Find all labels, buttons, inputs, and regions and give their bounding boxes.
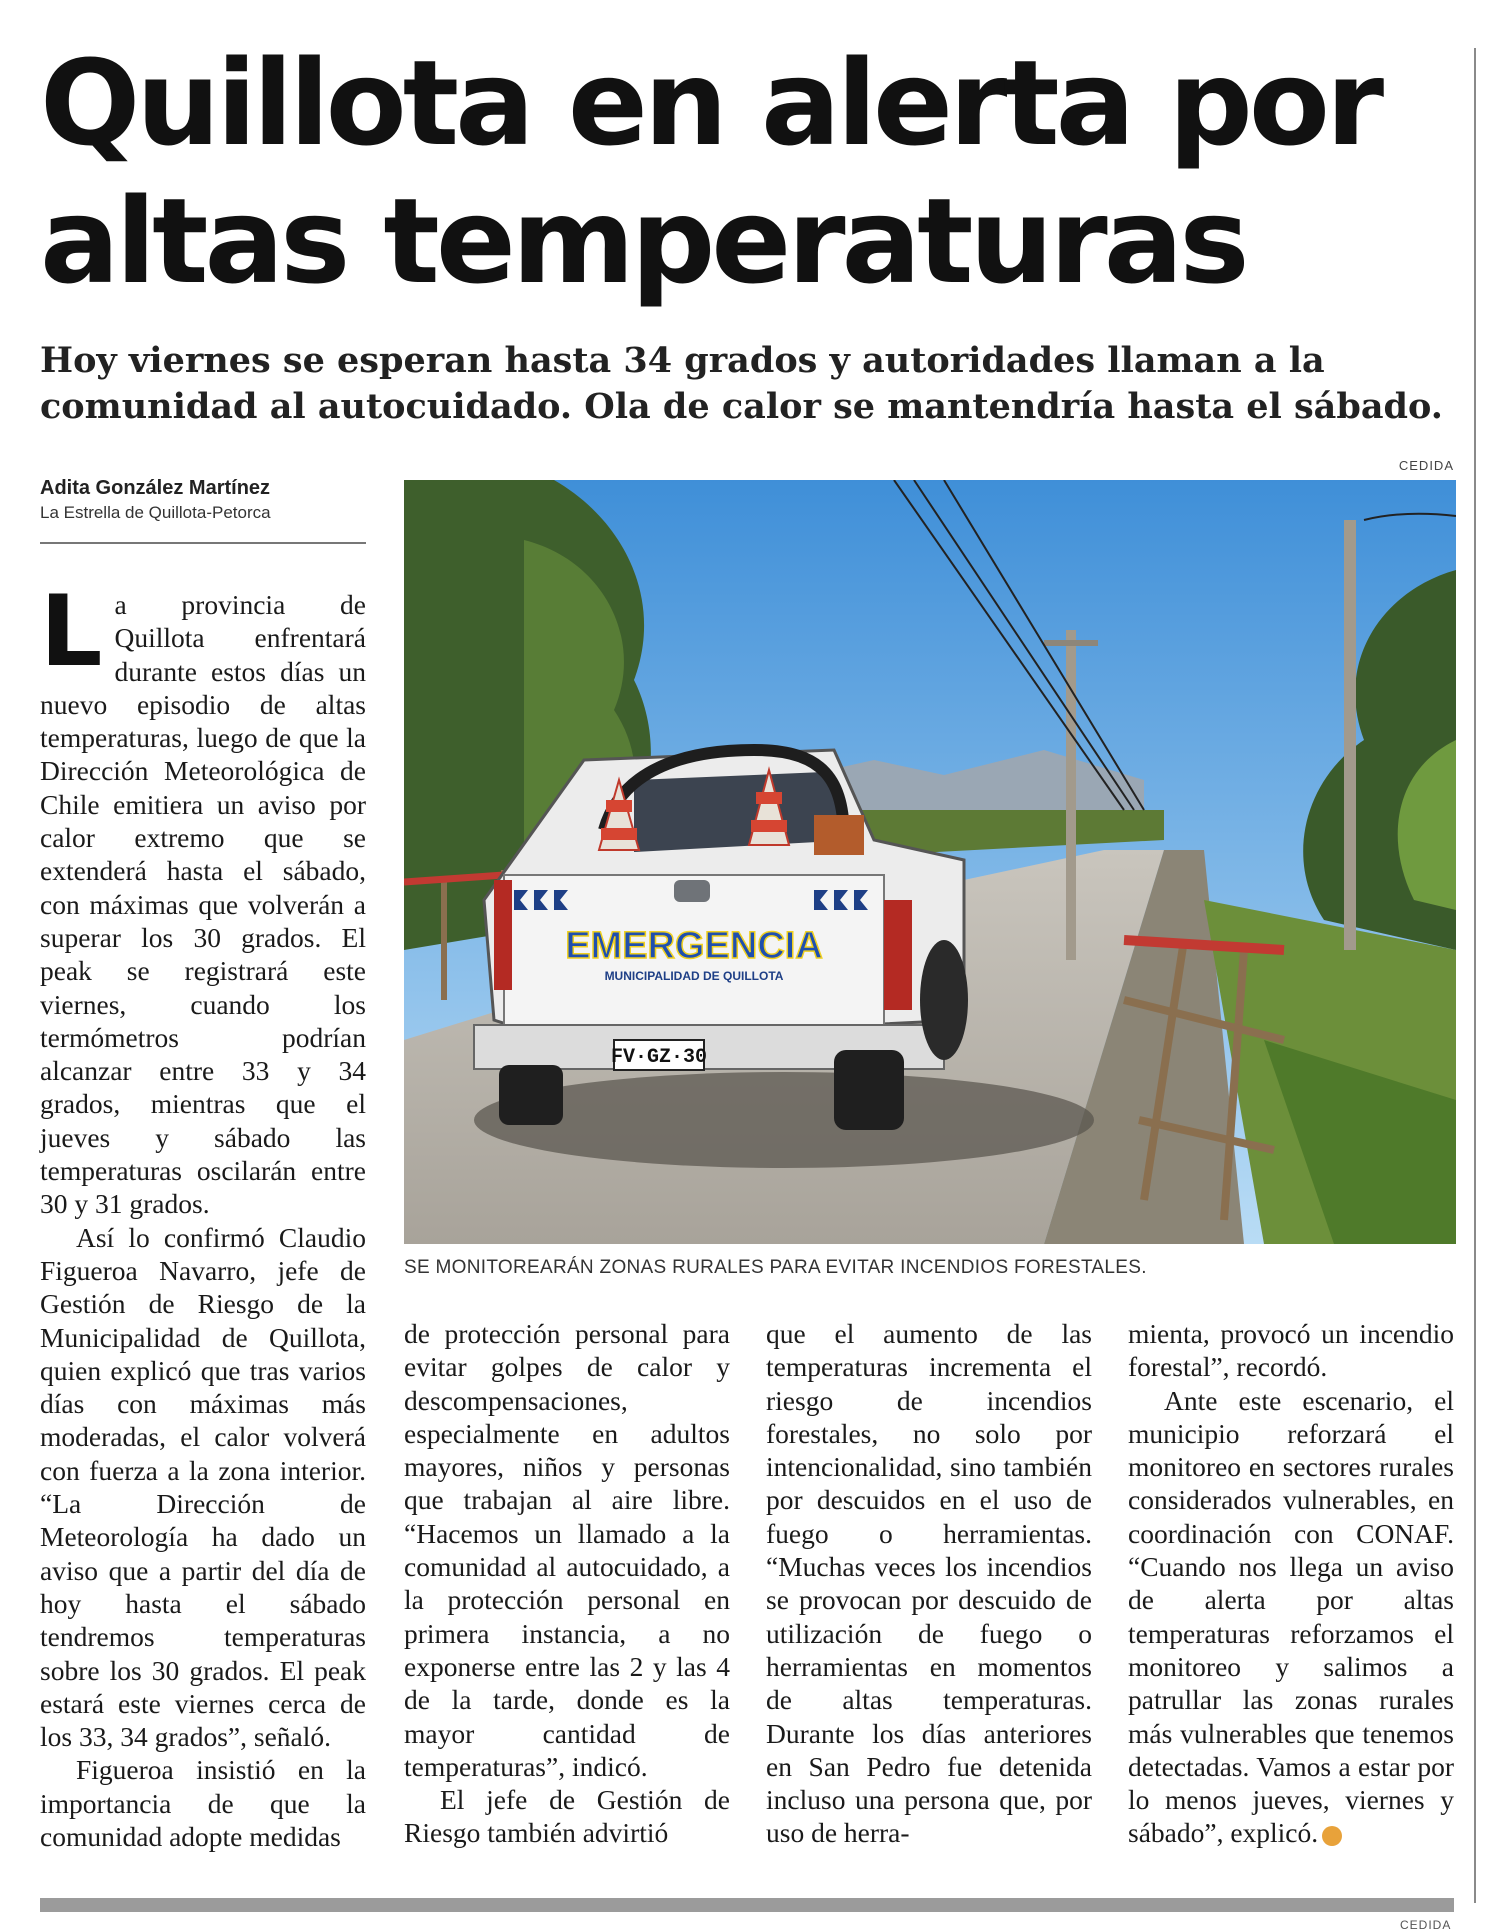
body-paragraph: El jefe de Gestión de Riesgo también advirtió bbox=[404, 1784, 730, 1849]
truck-plate-text: FV·GZ·30 bbox=[610, 1046, 708, 1069]
photo-caption: SE MONITOREARÁN ZONAS RURALES PARA EVITAR INCENDIOS FORESTALES. bbox=[404, 1257, 1147, 1278]
body-paragraph: que el aumento de las temperaturas incrementa el riesgo de incendios forestales, no solo por intencionalidad, sino también por descuidos en el uso de fuego o herramientas. “Muchas veces los incendios se provocan por descuido de utilización de fuego o herramientas en momentos de altas temperaturas. Durante los días anteriores en San Pedro fue detenida incluso una persona que, por uso de herra- bbox=[766, 1318, 1092, 1849]
byline bbox=[40, 475, 366, 525]
end-mark-icon bbox=[1322, 1826, 1342, 1846]
body-column-3 bbox=[766, 1317, 1092, 1850]
byline-divider bbox=[40, 542, 366, 544]
drop-cap: L bbox=[40, 575, 103, 689]
body-column-4 bbox=[1128, 1317, 1454, 1850]
truck-municipality-text: MUNICIPALIDAD DE QUILLOTA bbox=[604, 969, 784, 983]
subheadline: Hoy viernes se esperan hasta 34 grados y autoridades llaman a la comunidad al autocuidado. Ola de calor se mantendría hasta el sábado. bbox=[40, 340, 1443, 427]
column-divider bbox=[1474, 48, 1476, 1903]
bottom-photo-credit: CEDIDA bbox=[1400, 1918, 1452, 1932]
author-name: Adita González Martínez bbox=[40, 477, 271, 499]
body-paragraph: de protección personal para evitar golpes de calor y descompensaciones, especialmente en adultos mayores, niños y personas que trabajan al aire libre. “Hacemos un llamado a la comunidad al autocuidado, a la protección personal en primera instancia, a no exponerse entre las 2 y las 4 de la tarde, donde es la mayor cantidad de temperaturas”, indicó. bbox=[404, 1318, 730, 1782]
body-paragraph: Figueroa insistió en la importancia de que la comunidad adopte medidas bbox=[40, 1754, 366, 1852]
page-bottom-rule bbox=[40, 1898, 1454, 1912]
body-column-2 bbox=[404, 1317, 730, 1850]
paragraph-text: Ante este escenario, el municipio reforzará el monitoreo en sectores rurales considerados vulnerables, en coordinación con CONAF. “Cuando nos llega un aviso de alerta por altas temperaturas reforzamos el monitoreo y salimos a patrullar las zonas rurales más vulnerables que tenemos detectadas. Vamos a estar por lo menos jueves, viernes y sábado”, explicó. bbox=[1128, 1384, 1454, 1849]
outlet-name: La Estrella de Quillota-Petorca bbox=[40, 503, 271, 522]
body-paragraph: Así lo confirmó Claudio Figueroa Navarro, jefe de Gestión de Riesgo de la Municipalidad de Quillota, quien explicó que tras varios días con máximas más moderadas, el calor volverá con fuerza a la zona interior. “La Dirección de Meteorología ha dado un aviso que a partir del día de hoy hasta el sábado tendremos temperaturas sobre los 30 grados. El peak estará este viernes cerca de los 33, 34 grados”, señaló. bbox=[40, 1221, 366, 1753]
article-photo bbox=[404, 480, 1456, 1244]
paragraph-text: a provincia de Quillota enfrentará durante estos días un nuevo episodio de altas temperaturas, luego de que la Dirección Meteorológica de Chile emitiera un aviso por calor extremo que se extenderá hasta el sábado, con máximas que volverán a superar los 30 grados. El peak se registrará este viernes, cuando los termómetros podrían alcanzar entre 33 y 34 grados, mientras que el jueves y sábado las temperaturas oscilarán entre 30 y 31 grados. bbox=[40, 589, 366, 1220]
body-column-1 bbox=[40, 575, 366, 1853]
body-paragraph bbox=[40, 575, 366, 1221]
headline: Quillota en alerta por altas temperaturas bbox=[40, 34, 1381, 310]
truck-emergency-text: EMERGENCIA bbox=[565, 925, 823, 967]
body-paragraph bbox=[1128, 1384, 1454, 1850]
body-paragraph: mienta, provocó un incendio forestal”, recordó. bbox=[1128, 1318, 1454, 1383]
photo-credit: CEDIDA bbox=[1398, 458, 1454, 473]
emergency-truck-illustration bbox=[404, 480, 1456, 1244]
